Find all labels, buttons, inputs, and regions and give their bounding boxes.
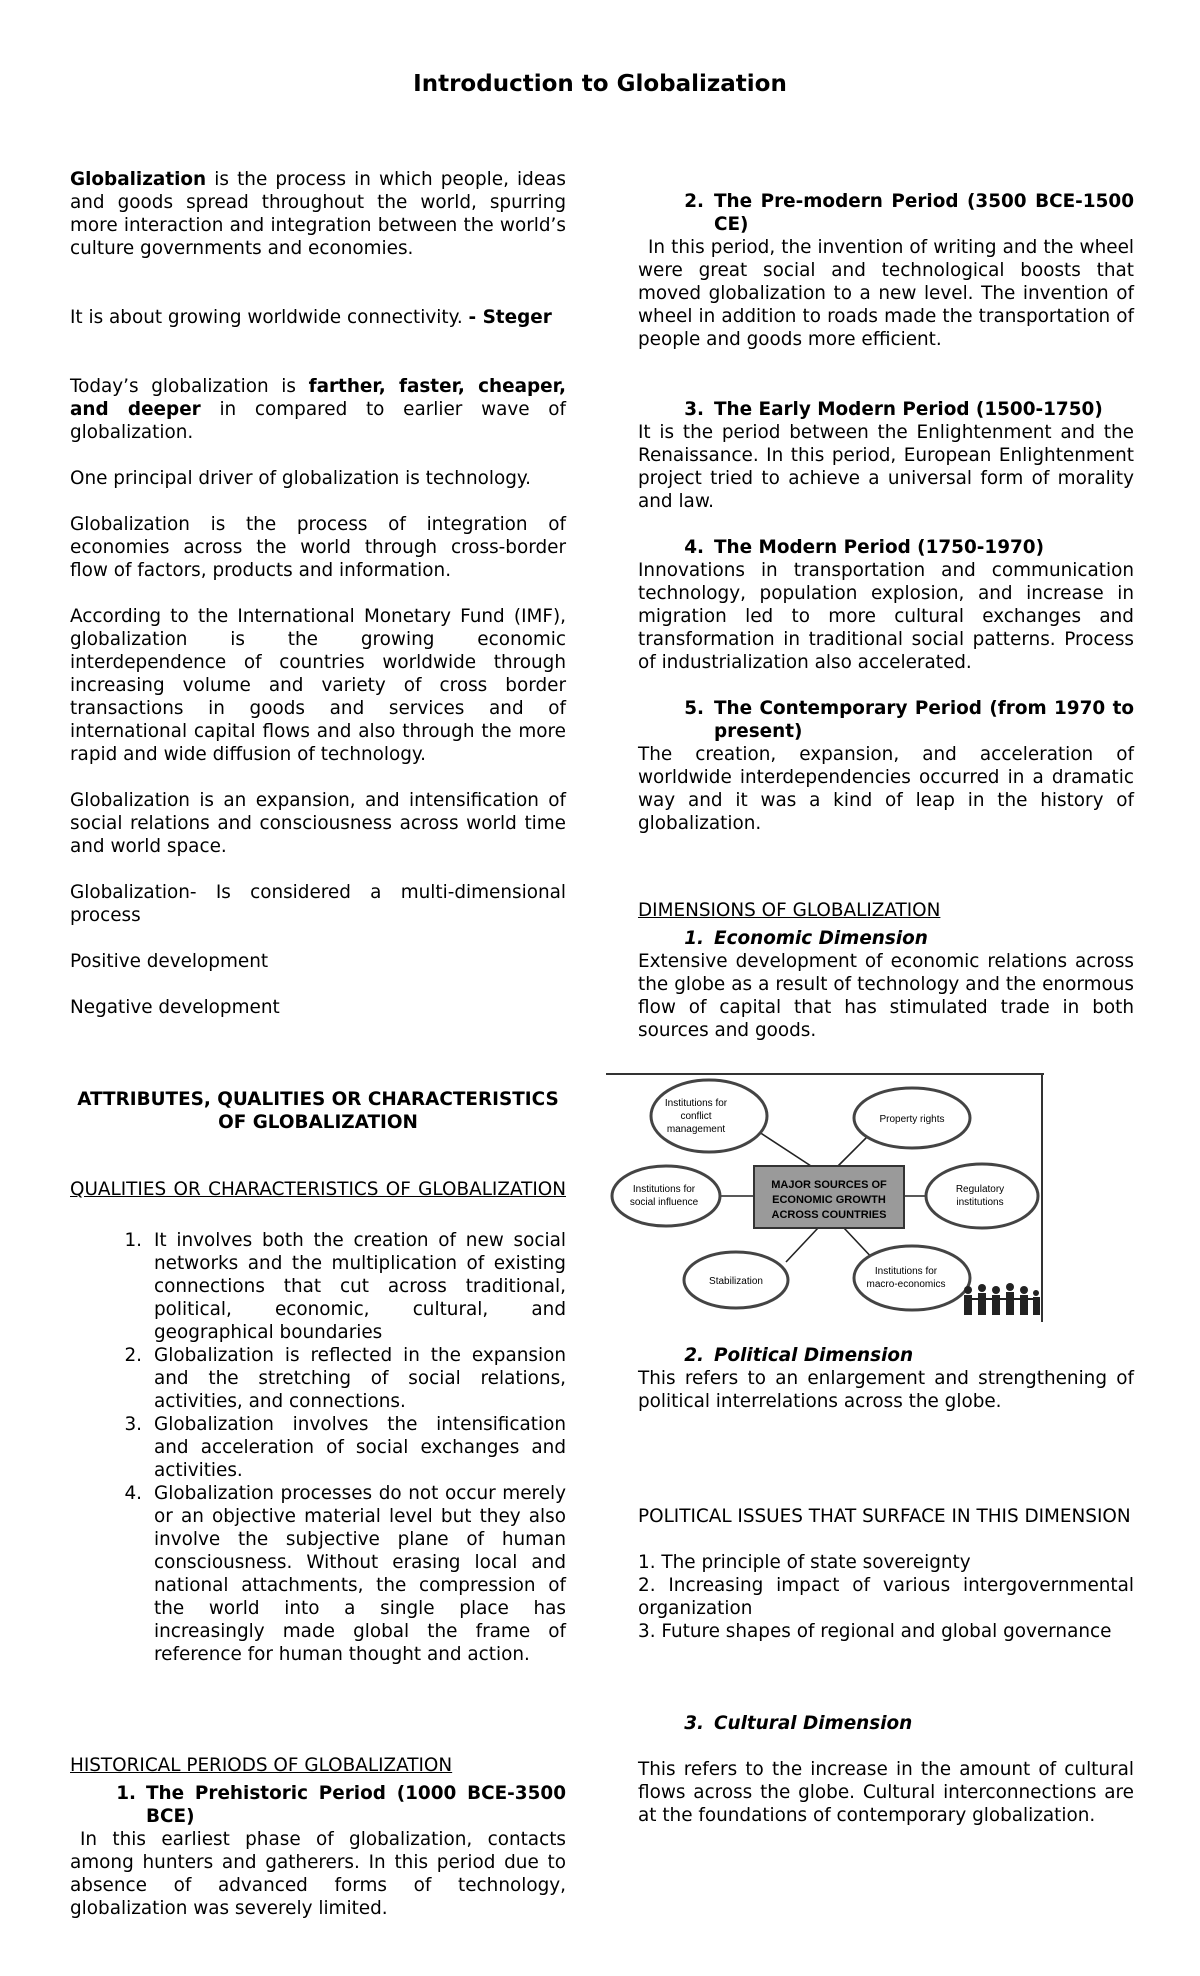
today-text-b: in compared to earlier wave of globalization. xyxy=(70,399,566,443)
period-number: 4. xyxy=(684,537,704,558)
node-5-line-0: Institutions for xyxy=(874,1266,938,1277)
dimension-2-heading xyxy=(638,1344,1134,1367)
steger-paragraph xyxy=(70,306,566,329)
economic-growth-diagram xyxy=(606,1072,1044,1322)
dimension-title: Political Dimension xyxy=(714,1345,914,1366)
historical-heading: HISTORICAL PERIODS OF GLOBALIZATION xyxy=(70,1755,453,1777)
list-number: 3. xyxy=(124,1414,142,1435)
page-title: Introduction to Globalization xyxy=(413,71,787,97)
node-macro-economics xyxy=(854,1246,970,1310)
dimension-3-text: This refers to the increase in the amount of cultural flows across the globe. Cultural interconnections are at the foundations of contemporary globalization. xyxy=(638,1759,1134,1826)
positive-development: Positive development xyxy=(70,951,269,972)
definition-paragraph xyxy=(70,168,566,260)
period-2-text: In this period, the invention of writing and the wheel were great social and technological boosts that moved globalization to a new level. The invention of wheel in addition to roads made the transportation of people and goods more efficient. xyxy=(638,237,1134,350)
list-item xyxy=(70,1413,566,1482)
globalization-term: Globalization xyxy=(70,169,207,190)
period-title: The Contemporary Period (from 1970 to present) xyxy=(714,698,1134,742)
list-number: 2. xyxy=(124,1345,142,1366)
center-line-1: ECONOMIC GROWTH xyxy=(772,1194,886,1206)
qualities-heading-text: QUALITIES OR CHARACTERISTICS OF GLOBALIZATION xyxy=(70,1179,566,1201)
node-0-line-1: conflict xyxy=(680,1111,712,1122)
period-5-heading xyxy=(638,697,1134,743)
dimension-number: 1. xyxy=(684,928,704,949)
center-line-2: ACROSS COUNTRIES xyxy=(771,1209,887,1221)
list-number: 4. xyxy=(124,1483,142,1504)
node-regulatory-institutions xyxy=(926,1164,1038,1228)
list-text: Globalization involves the intensification and acceleration of social exchanges and activities. xyxy=(154,1414,566,1481)
expansion-paragraph: Globalization is an expansion, and intensification of social relations and consciousness across world time and world space. xyxy=(70,790,566,857)
list-item xyxy=(70,1482,566,1666)
node-3-line-1: institutions xyxy=(956,1197,1004,1208)
period-number: 2. xyxy=(684,191,704,212)
negative-development: Negative development xyxy=(70,997,280,1018)
period-3-heading xyxy=(638,398,1134,421)
period-4-heading xyxy=(638,536,1134,559)
political-issue-item: 3. Future shapes of regional and global governance xyxy=(638,1621,1112,1642)
qualities-list xyxy=(70,1229,566,1666)
period-number: 1. xyxy=(116,1783,136,1804)
node-0-line-0: Institutions for xyxy=(664,1098,728,1109)
list-item xyxy=(70,1229,566,1344)
node-2-line-1: social influence xyxy=(629,1197,699,1208)
period-1-text: In this earliest phase of globalization, contacts among hunters and gatherers. In this period due to absence of advanced forms of technology, globalization was severely limited. xyxy=(70,1829,566,1919)
list-item xyxy=(70,1344,566,1413)
qualities-heading xyxy=(70,1178,566,1201)
period-number: 5. xyxy=(684,698,704,719)
center-line-0: MAJOR SOURCES OF xyxy=(771,1179,887,1191)
dimension-1-heading xyxy=(638,927,1134,950)
dimension-1-text: Extensive development of economic relations across the globe as a result of technology and the enormous flow of capital that has stimulated trade in both sources and goods. xyxy=(638,951,1134,1041)
period-number: 3. xyxy=(684,399,704,420)
people-silhouettes-icon xyxy=(964,1283,1040,1315)
dimension-title: Economic Dimension xyxy=(714,928,928,949)
dimension-number: 3. xyxy=(684,1713,704,1734)
today-bold: farther, faster, cheaper, and deeper xyxy=(70,376,566,420)
definition-text: is the process in which people, ideas and goods spread throughout the world, spurring more interaction and integration between the world’s culture governments and economies. xyxy=(70,169,566,259)
node-2-line-0: Institutions for xyxy=(632,1184,696,1195)
list-text: Globalization processes do not occur merely or an objective material level but they also involve the subjective plane of human consciousness. Without erasing local and national attachments, the compression of the world into a single place has increasingly made global the frame of reference for human thought and action. xyxy=(154,1483,566,1665)
period-title: The Pre-modern Period (3500 BCE-1500 CE) xyxy=(714,191,1134,235)
dimension-title: Cultural Dimension xyxy=(714,1713,913,1734)
node-1-line-0: Property rights xyxy=(879,1114,945,1125)
period-4-text: Innovations in transportation and communication technology, population explosion, and increase in migration led to more cultural exchanges and transformation in traditional social patterns. Process of industrialization also accelerated. xyxy=(638,560,1134,673)
node-3-line-0: Regulatory xyxy=(955,1184,1005,1195)
multidimensional-paragraph: Globalization- Is considered a multi-dimensional process xyxy=(70,882,566,926)
node-0-line-2: management xyxy=(666,1124,726,1135)
steger-attribution: - Steger xyxy=(468,307,552,328)
period-1-heading xyxy=(70,1782,566,1828)
attributes-heading: ATTRIBUTES, QUALITIES OR CHARACTERISTICS OF GLOBALIZATION xyxy=(77,1089,559,1133)
period-title: The Early Modern Period (1500-1750) xyxy=(714,399,1103,420)
technology-paragraph: One principal driver of globalization is technology. xyxy=(70,468,532,489)
list-text: It involves both the creation of new social networks and the multiplication of existing connections that cut across traditional, political, economic, cultural, and geographical boundaries xyxy=(154,1230,566,1343)
imf-paragraph: According to the International Monetary Fund (IMF), globalization is the growing economic interdependence of countries worldwide through increasing volume and variety of cross border transactions in goods and services and of international capital flows and also through the more rapid and wide diffusion of technology. xyxy=(70,606,566,765)
node-social-influence xyxy=(612,1166,720,1226)
period-title: The Modern Period (1750-1970) xyxy=(714,537,1044,558)
today-text-a: Today’s globalization is xyxy=(70,376,309,397)
period-title: The Prehistoric Period (1000 BCE-3500 BCE) xyxy=(146,1783,566,1827)
political-issues-heading: POLITICAL ISSUES THAT SURFACE IN THIS DIMENSION xyxy=(638,1506,1131,1527)
list-number: 1. xyxy=(124,1230,142,1251)
political-issue-item: 2. Increasing impact of various intergovernmental organization xyxy=(638,1575,1134,1619)
period-5-text: The creation, expansion, and acceleration of worldwide interdependencies occurred in a dramatic way and it was a kind of leap in the history of globalization. xyxy=(638,744,1134,834)
dimension-3-heading xyxy=(638,1712,1134,1735)
period-3-text: It is the period between the Enlightenment and the Renaissance. In this period, European Enlightenment project tried to achieve a universal form of morality and law. xyxy=(638,422,1134,512)
dimensions-heading: DIMENSIONS OF GLOBALIZATION xyxy=(638,900,941,922)
node-4-line-0: Stabilization xyxy=(709,1276,763,1287)
integration-paragraph: Globalization is the process of integration of economies across the world through cross-border flow of factors, products and information. xyxy=(70,514,566,581)
node-5-line-1: macro-economics xyxy=(866,1279,946,1290)
list-text: Globalization is reflected in the expansion and the stretching of social relations, activities, and connections. xyxy=(154,1345,566,1412)
period-2-heading xyxy=(638,190,1134,236)
dimension-number: 2. xyxy=(684,1345,704,1366)
today-paragraph xyxy=(70,375,566,444)
steger-text: It is about growing worldwide connectivity. xyxy=(70,307,469,328)
political-issue-item: 1. The principle of state sovereignty xyxy=(638,1552,971,1573)
dimension-2-text: This refers to an enlargement and strengthening of political interrelations across the globe. xyxy=(638,1368,1134,1412)
